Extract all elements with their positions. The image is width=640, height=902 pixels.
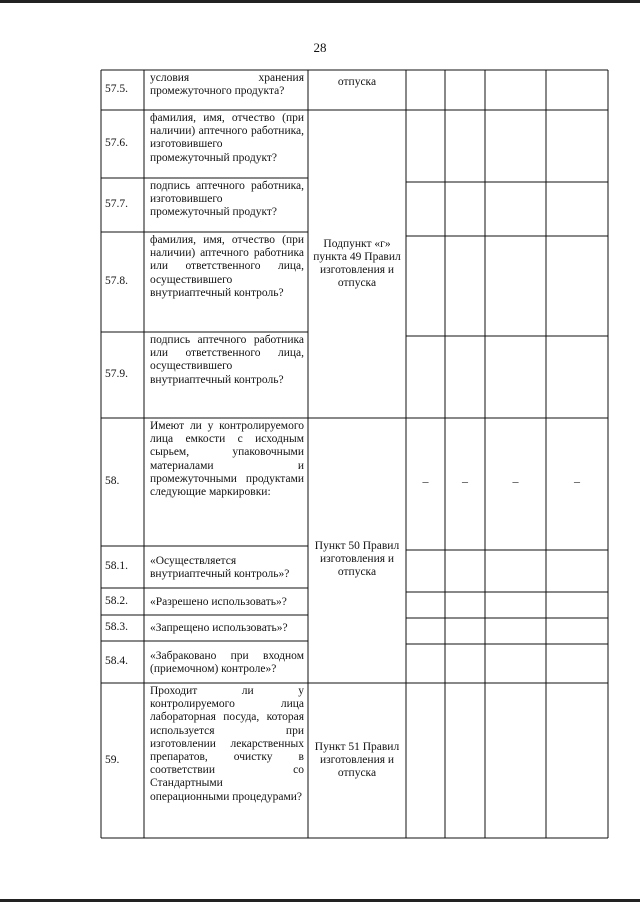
regulation-reference: отпуска (337, 76, 377, 88)
question-text: Имеют ли у контролируемого лица емкости с исходным сырьем, упаковочными материалами и промежуточными продуктами следующие маркировки: (150, 420, 304, 499)
row-number: 57.5. (105, 83, 128, 96)
question-text: подпись аптечного работника, изготовившего промежуточный продукт? (150, 180, 304, 219)
question-text: «Разрешено использовать»? (150, 595, 287, 608)
regulation-reference: Пункт 51 Правил изготовления и отпуска (314, 740, 400, 780)
answer-dash: – (574, 474, 580, 489)
regulation-reference: Подпункт «г» пункта 49 Правил изготовления и отпуска (313, 237, 401, 290)
row-number: 57.7. (105, 198, 128, 211)
row-number: 58.1. (105, 560, 128, 573)
row-number: 59. (105, 753, 120, 766)
question-text: «Осуществляется внутриаптечный контроль»? (150, 554, 290, 580)
question-text: Проходит ли у контролируемого лица лабораторная посуда, которая используется при изготовлении лекарственных препаратов, очистку в соответствии со Стандартными операционными процедурами? (150, 685, 304, 803)
question-text: фамилия, имя, отчество (при наличии) аптечного работника, изготовившего промежуточный продукт? (150, 112, 304, 164)
answer-dash: – (462, 474, 468, 489)
question-text: условия хранения промежуточного продукта? (150, 72, 304, 98)
row-number: 58.3. (105, 621, 128, 634)
question-text: подпись аптечного работника или ответственного лица, осуществившего внутриаптечный контроль? (150, 334, 304, 386)
answer-dash: – (422, 474, 429, 489)
page-number: 28 (313, 40, 327, 55)
row-number: 57.6. (105, 137, 128, 150)
question-text: фамилия, имя, отчество (при наличии) аптечного работника или ответственного лица, осуществившего внутриаптечный контроль? (150, 234, 304, 299)
answer-dash: – (512, 474, 519, 489)
row-number: 57.8. (105, 275, 128, 288)
question-text: «Запрещено использовать»? (150, 622, 288, 635)
row-number: 58.4. (105, 655, 128, 668)
question-text: «Забраковано при входном (приемочном) контроле»? (150, 649, 304, 675)
row-number: 58. (105, 475, 120, 488)
scan-edge-top (0, 0, 640, 3)
row-number: 58.2. (105, 594, 128, 607)
row-number: 57.9. (105, 368, 128, 381)
regulation-reference: Пункт 50 Правил изготовления и отпуска (314, 539, 400, 579)
